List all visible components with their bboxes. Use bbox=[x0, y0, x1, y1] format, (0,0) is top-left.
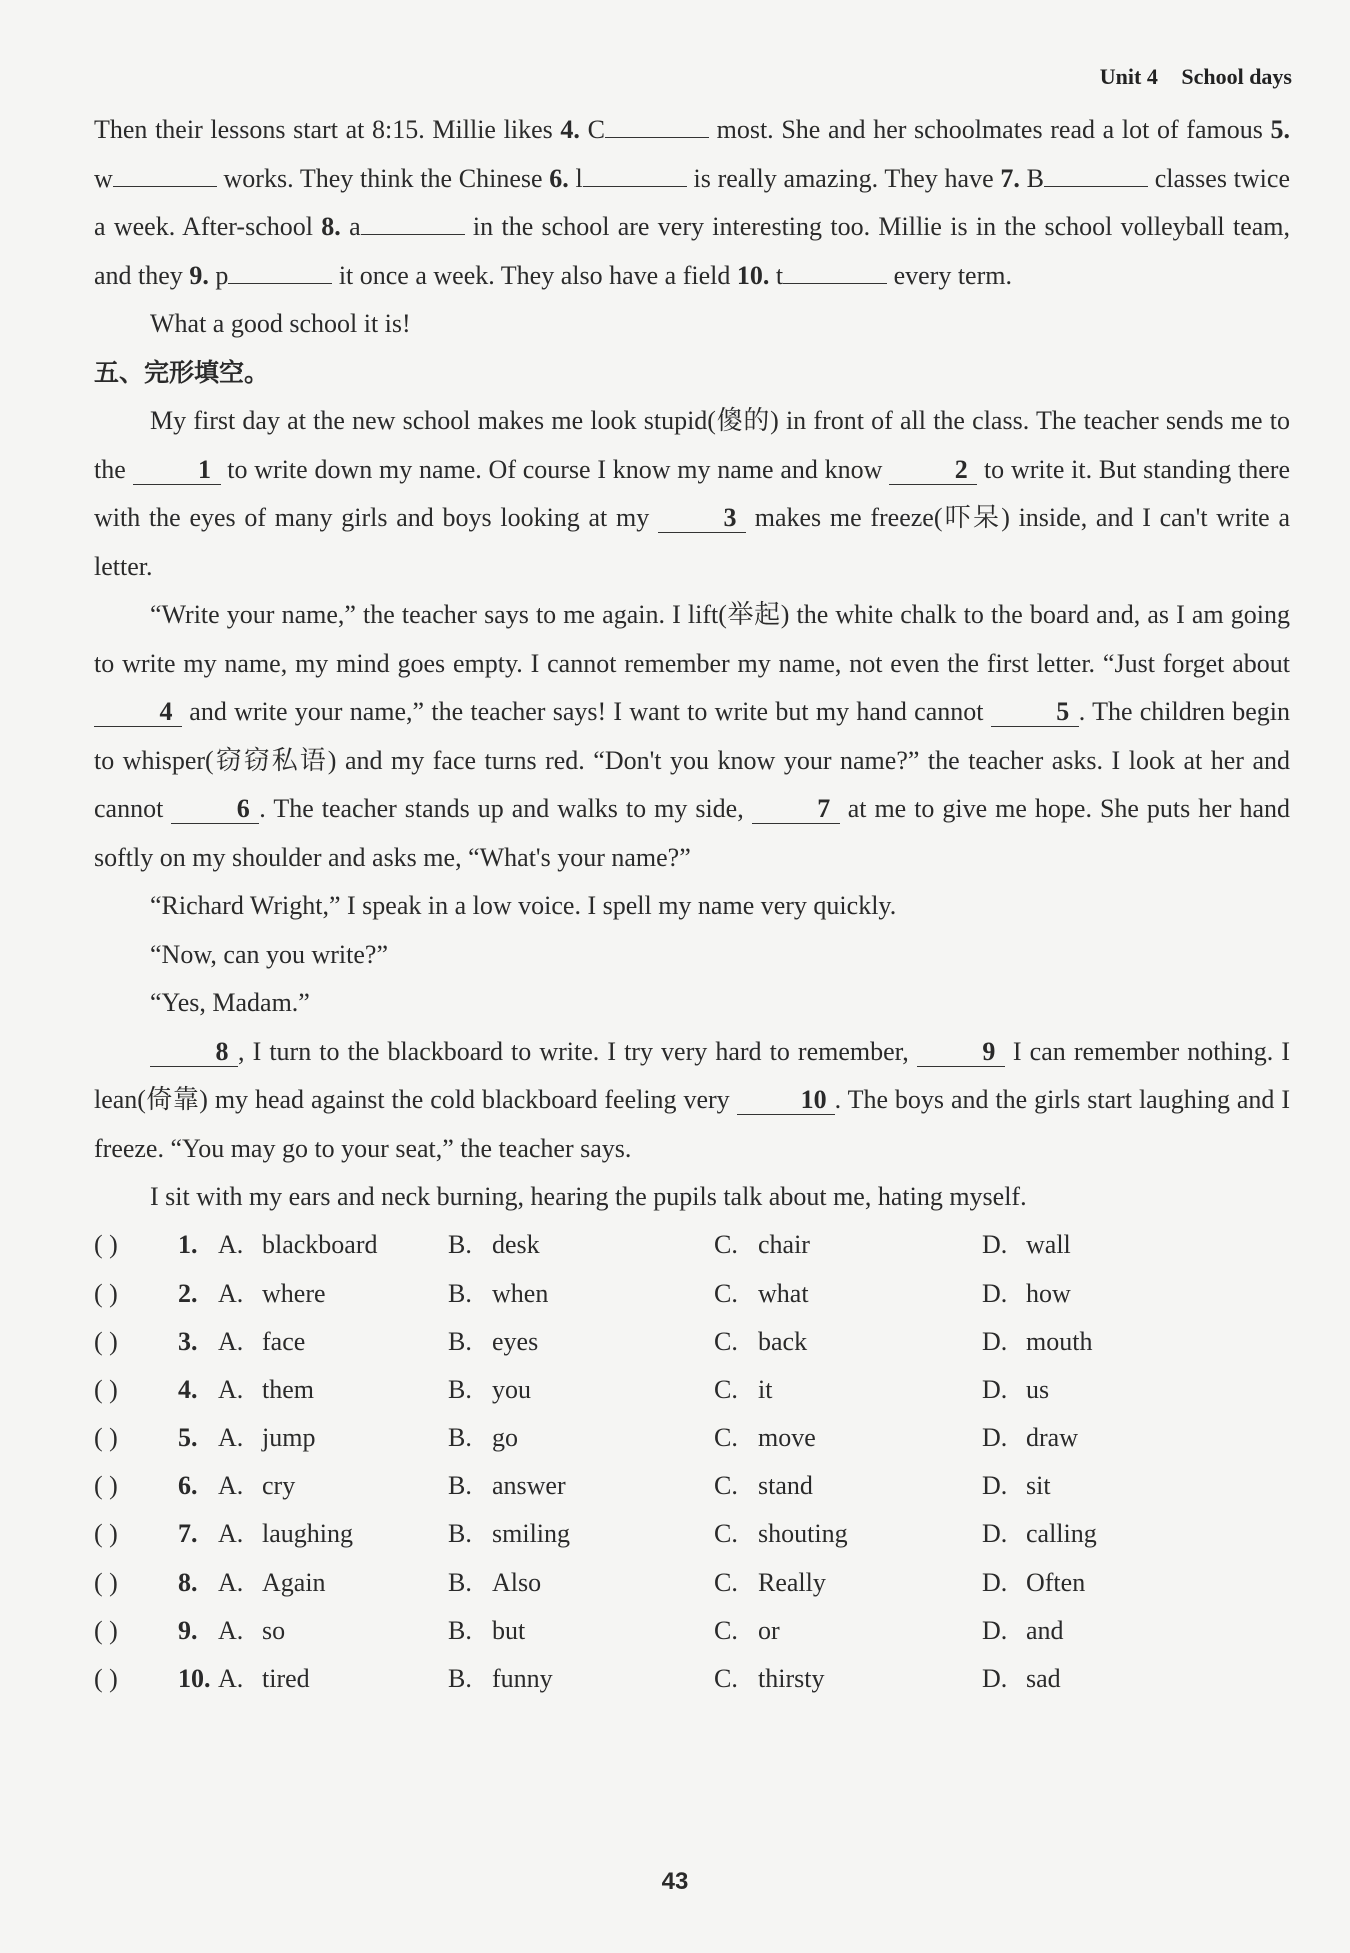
option-letter: C. bbox=[714, 1567, 738, 1597]
option-letter: B. bbox=[448, 1278, 472, 1308]
option-letter: B. bbox=[448, 1519, 472, 1549]
option-letter: C. bbox=[714, 1326, 738, 1356]
option-text: us bbox=[1026, 1374, 1050, 1404]
option-letter: D. bbox=[982, 1278, 1008, 1308]
cloze-gap: 2 bbox=[889, 456, 977, 485]
answer-box[interactable]: ( ) bbox=[94, 1326, 118, 1356]
option-text: mouth bbox=[1026, 1326, 1093, 1356]
option-b bbox=[448, 1607, 714, 1656]
question-number: 7. bbox=[178, 1519, 198, 1549]
option-d bbox=[982, 1270, 1182, 1319]
option-text: smiling bbox=[492, 1519, 571, 1549]
option-letter: C. bbox=[714, 1278, 738, 1308]
question-number: 10. bbox=[178, 1664, 211, 1694]
page-number: 43 bbox=[661, 1868, 689, 1895]
option-letter: A. bbox=[218, 1519, 244, 1549]
passage-closing: What a good school it is! bbox=[150, 309, 411, 338]
option-text: tired bbox=[262, 1664, 310, 1694]
cloze-paragraph: “Now, can you write?” bbox=[150, 939, 388, 969]
option-c bbox=[714, 1462, 982, 1511]
cloze-gap: 8 bbox=[150, 1038, 238, 1067]
question-row bbox=[94, 1607, 1290, 1655]
option-d bbox=[982, 1366, 1182, 1415]
option-letter: D. bbox=[982, 1664, 1008, 1694]
option-d bbox=[982, 1462, 1182, 1511]
option-c bbox=[714, 1270, 982, 1319]
option-letter: B. bbox=[448, 1423, 472, 1453]
section-title: 五、完形填空。 bbox=[94, 357, 270, 387]
option-letter: C. bbox=[714, 1615, 738, 1645]
option-text: draw bbox=[1026, 1423, 1078, 1453]
option-c bbox=[714, 1318, 982, 1367]
question-row bbox=[94, 1222, 1290, 1270]
question-row bbox=[94, 1270, 1290, 1318]
option-letter: D. bbox=[982, 1567, 1008, 1597]
cloze-paragraph: “Yes, Madam.” bbox=[150, 988, 310, 1017]
option-a bbox=[218, 1559, 448, 1608]
option-text: Again bbox=[262, 1567, 326, 1597]
option-text: move bbox=[758, 1423, 816, 1453]
option-b bbox=[448, 1366, 714, 1415]
option-text: Also bbox=[492, 1567, 542, 1597]
option-text: when bbox=[492, 1278, 549, 1308]
option-text: sit bbox=[1026, 1471, 1051, 1501]
option-c bbox=[714, 1655, 982, 1704]
option-letter: A. bbox=[218, 1230, 244, 1260]
option-text: so bbox=[262, 1615, 286, 1645]
option-b bbox=[448, 1221, 714, 1270]
option-letter: C. bbox=[714, 1423, 738, 1453]
option-text: thirsty bbox=[758, 1664, 825, 1694]
answer-box[interactable]: ( ) bbox=[94, 1615, 118, 1645]
option-letter: B. bbox=[448, 1326, 472, 1356]
option-c bbox=[714, 1559, 982, 1608]
option-text: laughing bbox=[262, 1519, 353, 1549]
option-letter: A. bbox=[218, 1374, 244, 1404]
option-letter: C. bbox=[714, 1664, 738, 1694]
option-letter: B. bbox=[448, 1471, 472, 1501]
option-b bbox=[448, 1318, 714, 1367]
option-b bbox=[448, 1414, 714, 1463]
question-row bbox=[94, 1366, 1290, 1414]
option-d bbox=[982, 1510, 1182, 1559]
option-a bbox=[218, 1510, 448, 1559]
question-number: 4. bbox=[178, 1374, 198, 1404]
question-number: 3. bbox=[178, 1326, 198, 1356]
option-letter: D. bbox=[982, 1615, 1008, 1645]
fill-blank[interactable] bbox=[228, 257, 332, 284]
question-number: 9. bbox=[178, 1615, 198, 1645]
answer-box[interactable]: ( ) bbox=[94, 1664, 118, 1694]
option-a bbox=[218, 1221, 448, 1270]
option-d bbox=[982, 1655, 1182, 1704]
question-number: 1. bbox=[178, 1230, 198, 1260]
option-b bbox=[448, 1462, 714, 1511]
option-letter: A. bbox=[218, 1567, 244, 1597]
fill-blank[interactable] bbox=[605, 111, 709, 138]
question-row bbox=[94, 1414, 1290, 1462]
option-d bbox=[982, 1559, 1182, 1608]
fill-blank[interactable] bbox=[783, 257, 887, 284]
option-a bbox=[218, 1655, 448, 1704]
answer-box[interactable]: ( ) bbox=[94, 1230, 118, 1260]
answer-box[interactable]: ( ) bbox=[94, 1519, 118, 1549]
option-letter: B. bbox=[448, 1664, 472, 1694]
question-row bbox=[94, 1559, 1290, 1607]
option-letter: B. bbox=[448, 1615, 472, 1645]
unit-label: Unit 4 bbox=[1099, 64, 1158, 89]
question-row bbox=[94, 1462, 1290, 1510]
option-c bbox=[714, 1607, 982, 1656]
option-text: face bbox=[262, 1326, 306, 1356]
option-letter: C. bbox=[714, 1471, 738, 1501]
option-text: it bbox=[758, 1374, 773, 1404]
cloze-gap: 4 bbox=[94, 698, 182, 727]
cloze-gap: 9 bbox=[917, 1038, 1005, 1067]
question-number: 6. bbox=[178, 1471, 198, 1501]
option-text: them bbox=[262, 1374, 314, 1404]
option-text: what bbox=[758, 1278, 809, 1308]
cloze-paragraph: “Write your name,” the teacher says to me again. I lift(举起) the white chalk to the board and, as I am going to write my name, my mind goes empty. I cannot remember my name, not even the first letter. “Just forget about 4 and write your name,” the teacher says! I want to write but my hand cannot 5 . The children begin to whisper(窃窃私语) and my face turns red. “Don't you know your name?” the teacher asks. I look at her and cannot 6 . The teacher stands up and walks to my side, 7 at me to give me hope. She puts her hand softly on my shoulder and asks me, “What's your name?” bbox=[94, 600, 1290, 872]
fill-blank[interactable] bbox=[113, 160, 217, 187]
question-number: 5. bbox=[178, 1423, 198, 1453]
option-b bbox=[448, 1510, 714, 1559]
passage-paragraph: Then their lessons start at 8:15. Millie likes 4. C most. She and her schoolmates read a lot of famous 5. w works. They think the Chinese 6. l is really amazing. They have 7. B classes twice a week. After-school 8. a in the school are very interesting too. Millie is in the school volleyball team, and they 9. p it once a week. They also have a field 10. t every term. bbox=[94, 106, 1290, 300]
cloze-paragraph: 8 , I turn to the blackboard to write. I try very hard to remember, 9 I can remember nothing. I lean(倚靠) my head against the cold blackboard feeling very 10 . The boys and the girls start laughing and I freeze. “You may go to your seat,” the teacher says. bbox=[94, 1036, 1291, 1163]
option-text: funny bbox=[492, 1664, 553, 1694]
option-text: you bbox=[492, 1374, 531, 1404]
option-letter: D. bbox=[982, 1326, 1008, 1356]
option-letter: A. bbox=[218, 1278, 244, 1308]
option-letter: A. bbox=[218, 1615, 244, 1645]
page-content bbox=[94, 106, 1290, 1703]
option-text: but bbox=[492, 1615, 526, 1645]
option-text: back bbox=[758, 1326, 808, 1356]
answer-box[interactable]: ( ) bbox=[94, 1567, 118, 1597]
answer-box[interactable]: ( ) bbox=[94, 1471, 118, 1501]
cloze-paragraph: I sit with my ears and neck burning, hearing the pupils talk about me, hating myself. bbox=[150, 1182, 1027, 1211]
option-letter: B. bbox=[448, 1567, 472, 1597]
option-c bbox=[714, 1221, 982, 1270]
option-text: blackboard bbox=[262, 1230, 378, 1260]
cloze-gap: 1 bbox=[133, 456, 221, 485]
fill-blank[interactable] bbox=[361, 208, 465, 235]
option-text: where bbox=[262, 1278, 326, 1308]
option-c bbox=[714, 1366, 982, 1415]
option-a bbox=[218, 1318, 448, 1367]
page-header bbox=[1100, 64, 1292, 90]
option-letter: C. bbox=[714, 1230, 738, 1260]
answer-box[interactable]: ( ) bbox=[94, 1423, 118, 1453]
option-text: jump bbox=[262, 1423, 316, 1453]
question-options bbox=[94, 1222, 1290, 1704]
option-text: cry bbox=[262, 1471, 296, 1501]
cloze-gap: 6 bbox=[171, 795, 259, 824]
question-number: 2. bbox=[178, 1278, 198, 1308]
option-d bbox=[982, 1607, 1182, 1656]
answer-box[interactable]: ( ) bbox=[94, 1374, 118, 1404]
option-letter: D. bbox=[982, 1519, 1008, 1549]
fill-blank[interactable] bbox=[583, 160, 687, 187]
question-row bbox=[94, 1511, 1290, 1559]
option-a bbox=[218, 1366, 448, 1415]
option-letter: A. bbox=[218, 1326, 244, 1356]
cloze-paragraph: My first day at the new school makes me look stupid(傻的) in front of all the class. The teacher sends me to the 1 to write down my name. Of course I know my name and know 2 to write it. But standing there with the eyes of many girls and boys looking at my 3 makes me freeze(吓呆) inside, and I can't write a letter. bbox=[94, 406, 1290, 581]
option-letter: A. bbox=[218, 1664, 244, 1694]
option-letter: B. bbox=[448, 1230, 472, 1260]
option-a bbox=[218, 1462, 448, 1511]
cloze-gap: 10 bbox=[737, 1086, 835, 1115]
option-text: go bbox=[492, 1423, 518, 1453]
option-text: or bbox=[758, 1615, 780, 1645]
option-c bbox=[714, 1510, 982, 1559]
option-d bbox=[982, 1221, 1182, 1270]
option-text: Really bbox=[758, 1567, 826, 1597]
unit-title: School days bbox=[1181, 64, 1292, 89]
option-a bbox=[218, 1414, 448, 1463]
option-letter: A. bbox=[218, 1471, 244, 1501]
option-text: sad bbox=[1026, 1664, 1061, 1694]
option-letter: D. bbox=[982, 1374, 1008, 1404]
option-a bbox=[218, 1607, 448, 1656]
option-b bbox=[448, 1655, 714, 1704]
option-letter: A. bbox=[218, 1423, 244, 1453]
option-text: shouting bbox=[758, 1519, 848, 1549]
option-text: wall bbox=[1026, 1230, 1071, 1260]
option-a bbox=[218, 1270, 448, 1319]
option-letter: B. bbox=[448, 1374, 472, 1404]
option-letter: D. bbox=[982, 1230, 1008, 1260]
option-d bbox=[982, 1318, 1182, 1367]
option-letter: D. bbox=[982, 1471, 1008, 1501]
option-text: chair bbox=[758, 1230, 810, 1260]
option-b bbox=[448, 1270, 714, 1319]
answer-box[interactable]: ( ) bbox=[94, 1278, 118, 1308]
question-row bbox=[94, 1318, 1290, 1366]
option-text: Often bbox=[1026, 1567, 1086, 1597]
option-text: desk bbox=[492, 1230, 540, 1260]
option-text: and bbox=[1026, 1615, 1064, 1645]
option-text: calling bbox=[1026, 1519, 1097, 1549]
option-b bbox=[448, 1559, 714, 1608]
option-text: answer bbox=[492, 1471, 566, 1501]
cloze-gap: 5 bbox=[991, 698, 1079, 727]
option-c bbox=[714, 1414, 982, 1463]
cloze-gap: 3 bbox=[658, 504, 746, 533]
fill-blank[interactable] bbox=[1044, 160, 1148, 187]
option-d bbox=[982, 1414, 1182, 1463]
option-letter: D. bbox=[982, 1423, 1008, 1453]
option-text: how bbox=[1026, 1278, 1071, 1308]
option-text: stand bbox=[758, 1471, 813, 1501]
question-row bbox=[94, 1655, 1290, 1703]
cloze-paragraph: “Richard Wright,” I speak in a low voice. I spell my name very quickly. bbox=[150, 891, 897, 920]
question-number: 8. bbox=[178, 1567, 198, 1597]
cloze-gap: 7 bbox=[752, 795, 840, 824]
option-letter: C. bbox=[714, 1374, 738, 1404]
option-letter: C. bbox=[714, 1519, 738, 1549]
option-text: eyes bbox=[492, 1326, 539, 1356]
